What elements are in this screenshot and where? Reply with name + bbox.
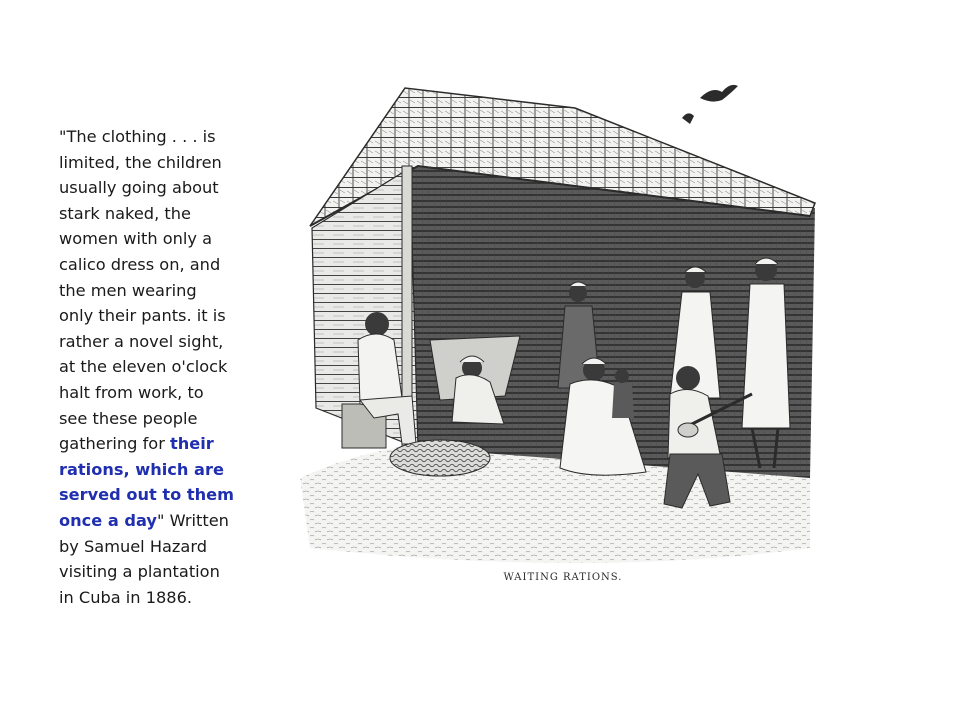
figure-caption: WAITING RATIONS. — [503, 572, 623, 583]
quote-part-1: "The clothing . . . is limited, the children usually going about stark naked, the women with only a calico dress on, and the men wearing only their pants. it is rather a novel sight, at the eleven o'clock halt from work, to see these people gathering for — [59, 127, 228, 454]
quote-highlight: their rations, which are served out to them once a day — [59, 434, 234, 530]
engraving-illustration — [290, 78, 820, 598]
quote-text — [59, 124, 235, 610]
quote-part-2: " Written by Samuel Hazard visiting a plantation in Cuba in 1886. — [59, 510, 229, 607]
